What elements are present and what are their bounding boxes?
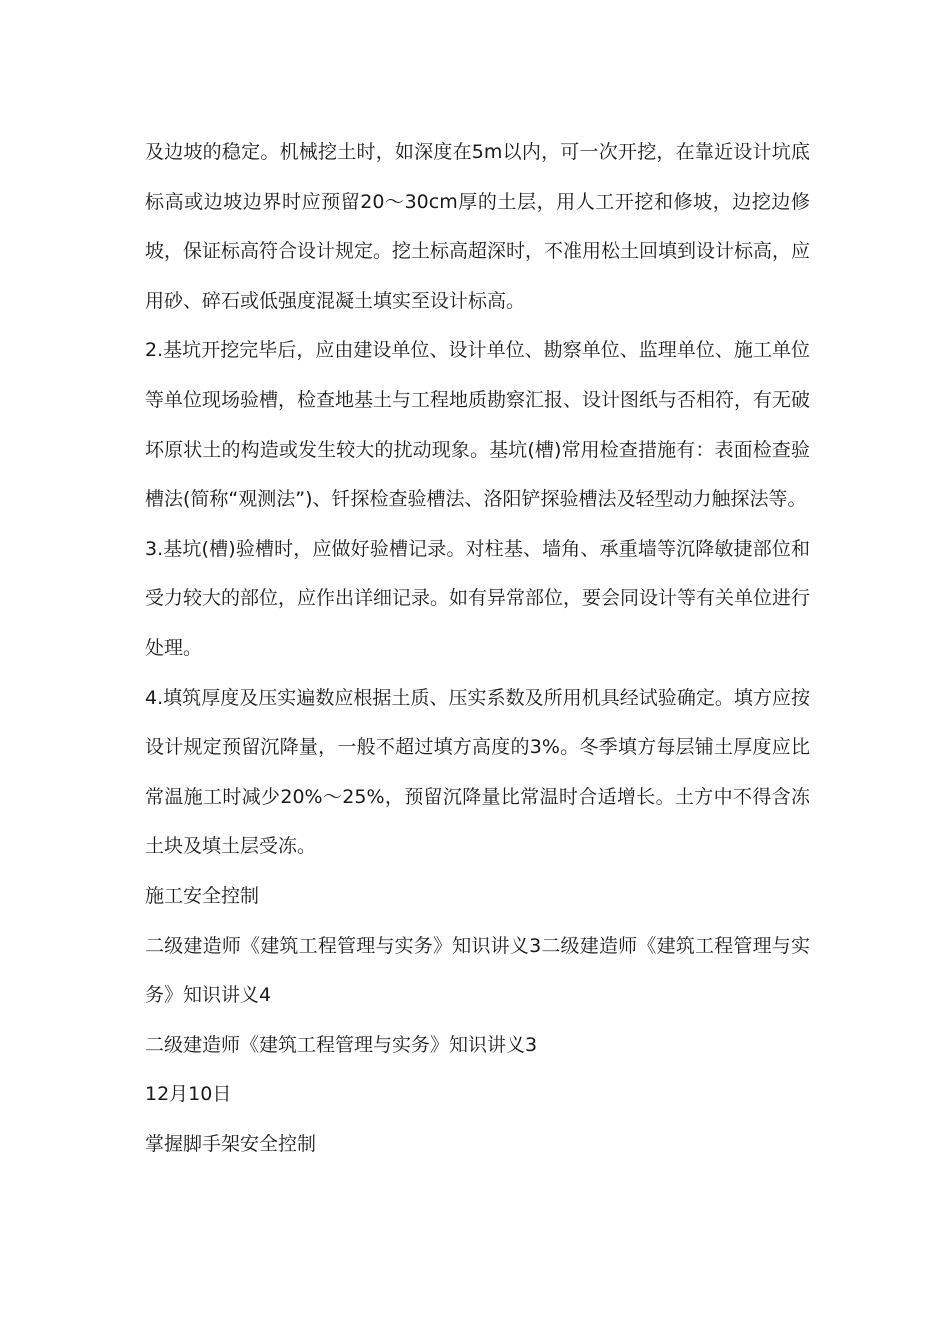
paragraph-inspection-records: 3.基坑(槽)验槽时，应做好验槽记录。对柱基、墙角、承重墙等沉降敏捷部位和受力较大的部位，应作出详细记录。如有异常部位，要会同设计等有关单位进行处理。: [145, 537, 811, 659]
lecture-title-pair: 二级建造师《建筑工程管理与实务》知识讲义3二级建造师《建筑工程管理与实务》知识讲义4: [145, 934, 810, 1007]
date-line: 12月10日: [145, 1083, 232, 1106]
paragraph-fill-compaction: 4.填筑厚度及压实遍数应根据土质、压实系数及所用机具经试验确定。填方应按设计规定预留沉降量，一般不超过填方高度的3%。冬季填方每层铺土厚度应比常温施工时减少20%～25%，预留沉降量比常温时合适增长。土方中不得含冻土块及填土层受冻。: [145, 686, 810, 858]
section-heading-safety-control: 施工安全控制: [145, 884, 260, 907]
paragraph-excavation-stability: 及边坡的稳定。机械挖土时，如深度在5m以内，可一次开挖，在靠近设计坑底标高或边坡边界时应预留20～30cm厚的土层，用人工开挖和修坡，边挖边修坡，保证标高符合设计规定。挖土标高超深时，不准用松土回填到设计标高，应用砂、碎石或低强度混凝土填实至设计标高。: [145, 141, 811, 312]
document-body: [145, 128, 810, 1169]
lecture-title: 二级建造师《建筑工程管理与实务》知识讲义3: [145, 1033, 538, 1056]
paragraph-trench-inspection: 2.基坑开挖完毕后，应由建设单位、设计单位、勘察单位、监理单位、施工单位等单位现场验槽，检查地基土与工程地质勘察汇报、设计图纸与否相符，有无破坏原状土的构造或发生较大的扰动现象。基坑(槽)常用检查措施有：表面检查验槽法(简称“观测法”)、钎探检查验槽法、洛阳铲探验槽法及轻型动力触探法等。: [145, 339, 811, 511]
topic-scaffold-safety: 掌握脚手架安全控制: [145, 1132, 317, 1155]
